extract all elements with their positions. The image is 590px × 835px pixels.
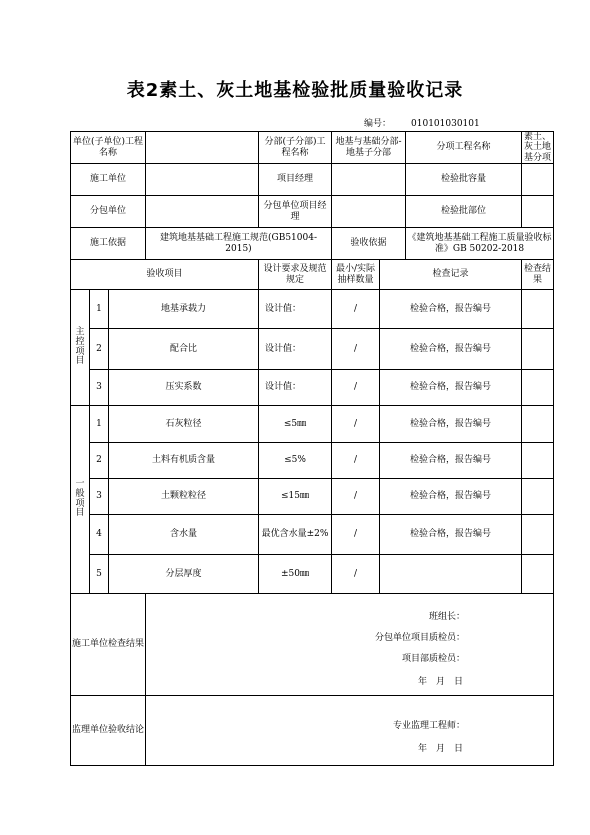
general-item-row [71,555,554,594]
item-sample-count[interactable]: / [332,479,380,515]
item-name: 分层厚度 [109,555,259,594]
item-check-result[interactable] [522,329,554,370]
col-header-record: 检查记录 [380,260,522,290]
general-item-row [71,515,554,555]
item-check-record[interactable]: 检验合格，报告编号 [380,290,522,329]
builder-label: 施工单位 [71,164,146,196]
batch-location-label: 检验批部位 [406,196,522,228]
builder-check-label: 施工单位检查结果 [71,594,146,696]
sub-item-value[interactable]: 素土、灰土地基分项 [522,132,554,164]
item-number: 5 [90,555,109,594]
general-item-row [71,479,554,515]
item-check-record[interactable]: 检验合格，报告编号 [380,479,522,515]
item-check-record[interactable]: 检验合格，报告编号 [380,329,522,370]
item-check-result[interactable] [522,515,554,555]
item-sample-count[interactable]: / [332,555,380,594]
item-check-record[interactable]: 检验合格，报告编号 [380,370,522,406]
item-number: 1 [90,290,109,329]
item-sample-count[interactable]: / [332,290,380,329]
builder-value[interactable] [146,164,259,196]
item-check-result[interactable] [522,370,554,406]
project-manager-label: 项目经理 [259,164,332,196]
acceptance-basis-value[interactable]: 《建筑地基基础工程施工质量验收标准》GB 50202-2018 [406,228,554,260]
item-number: 1 [90,406,109,443]
item-number: 2 [90,443,109,479]
batch-location-value[interactable] [522,196,554,228]
builder-check-signature-block[interactable] [146,594,554,696]
item-name: 土颗粒粒径 [109,479,259,515]
col-header-item: 验收项目 [71,260,259,290]
sub-pm-value[interactable] [332,196,406,228]
unit-name-value[interactable] [146,132,259,164]
item-check-result[interactable] [522,479,554,515]
item-sample-count[interactable]: / [332,406,380,443]
subcontractor-label: 分包单位 [71,196,146,228]
item-check-result[interactable] [522,443,554,479]
supervisor-signature-block[interactable] [146,696,554,766]
item-sample-count[interactable]: / [332,329,380,370]
item-design-value[interactable]: ±50㎜ [259,555,332,594]
subcontractor-value[interactable] [146,196,259,228]
item-name: 配合比 [109,329,259,370]
unit-name-label: 单位(子单位)工程名称 [71,132,146,164]
code-value: 010101030101 [411,119,480,129]
item-check-record[interactable]: 检验合格，报告编号 [380,406,522,443]
item-check-record[interactable]: 检验合格，报告编号 [380,515,522,555]
page-title: 表2素土、灰土地基检验批质量验收记录 [126,80,464,101]
project-qc-label: 项目部质检员： [402,654,466,665]
item-design-value[interactable]: 最优含水量±2% [259,515,332,555]
supervisor-label: 监理单位验收结论 [71,696,146,766]
batch-capacity-value[interactable] [522,164,554,196]
item-name: 压实系数 [109,370,259,406]
project-manager-value[interactable] [332,164,406,196]
item-name: 含水量 [109,515,259,555]
code-label: 编号： [364,119,392,129]
part-name-label: 分部(子分部)工程名称 [259,132,332,164]
item-name: 石灰粒径 [109,406,259,443]
item-design-value[interactable]: 设计值： [259,329,332,370]
item-check-result[interactable] [522,406,554,443]
general-item-row [71,406,554,443]
batch-capacity-label: 检验批容量 [406,164,522,196]
item-sample-count[interactable]: / [332,515,380,555]
general-item-row [71,443,554,479]
sub-item-label: 分项工程名称 [406,132,522,164]
item-name: 地基承载力 [109,290,259,329]
item-design-value[interactable]: ≤5% [259,443,332,479]
construction-basis-label: 施工依据 [71,228,146,260]
sub-qc-label: 分包单位项目质检员： [375,633,466,644]
main-item-row [71,290,554,329]
item-design-value[interactable]: ≤15㎜ [259,479,332,515]
item-number: 2 [90,329,109,370]
general-group-label: 一 般 项 目 [71,406,90,594]
item-sample-count[interactable]: / [332,443,380,479]
col-header-result: 检查结果 [522,260,554,290]
col-header-sample: 最小/实际抽样数量 [332,260,380,290]
team-leader-label: 班组长： [429,612,466,623]
col-header-design: 设计要求及规范规定 [259,260,332,290]
item-number: 3 [90,479,109,515]
item-design-value[interactable]: ≤5㎜ [259,406,332,443]
item-number: 3 [90,370,109,406]
supervisor-date: 年 月 日 [418,744,464,755]
item-check-result[interactable] [522,290,554,329]
record-code [364,116,480,129]
main-control-group-label: 主 控 项 目 [71,290,90,406]
main-item-row [71,370,554,406]
sub-pm-label: 分包单位项目经理 [259,196,332,228]
main-item-row [71,329,554,370]
item-name: 土料有机质含量 [109,443,259,479]
supervision-engineer-label: 专业监理工程师： [393,721,466,732]
item-number: 4 [90,515,109,555]
item-check-record[interactable] [380,555,522,594]
item-sample-count[interactable]: / [332,370,380,406]
construction-basis-value[interactable]: 建筑地基基础工程施工规范(GB51004-2015) [146,228,332,260]
acceptance-basis-label: 验收依据 [332,228,406,260]
inspection-table [70,131,554,766]
item-check-record[interactable]: 检验合格，报告编号 [380,443,522,479]
builder-date: 年 月 日 [418,677,464,688]
item-design-value[interactable]: 设计值： [259,290,332,329]
item-design-value[interactable]: 设计值： [259,370,332,406]
item-check-result[interactable] [522,555,554,594]
part-name-value[interactable]: 地基与基础分部-地基子分部 [332,132,406,164]
